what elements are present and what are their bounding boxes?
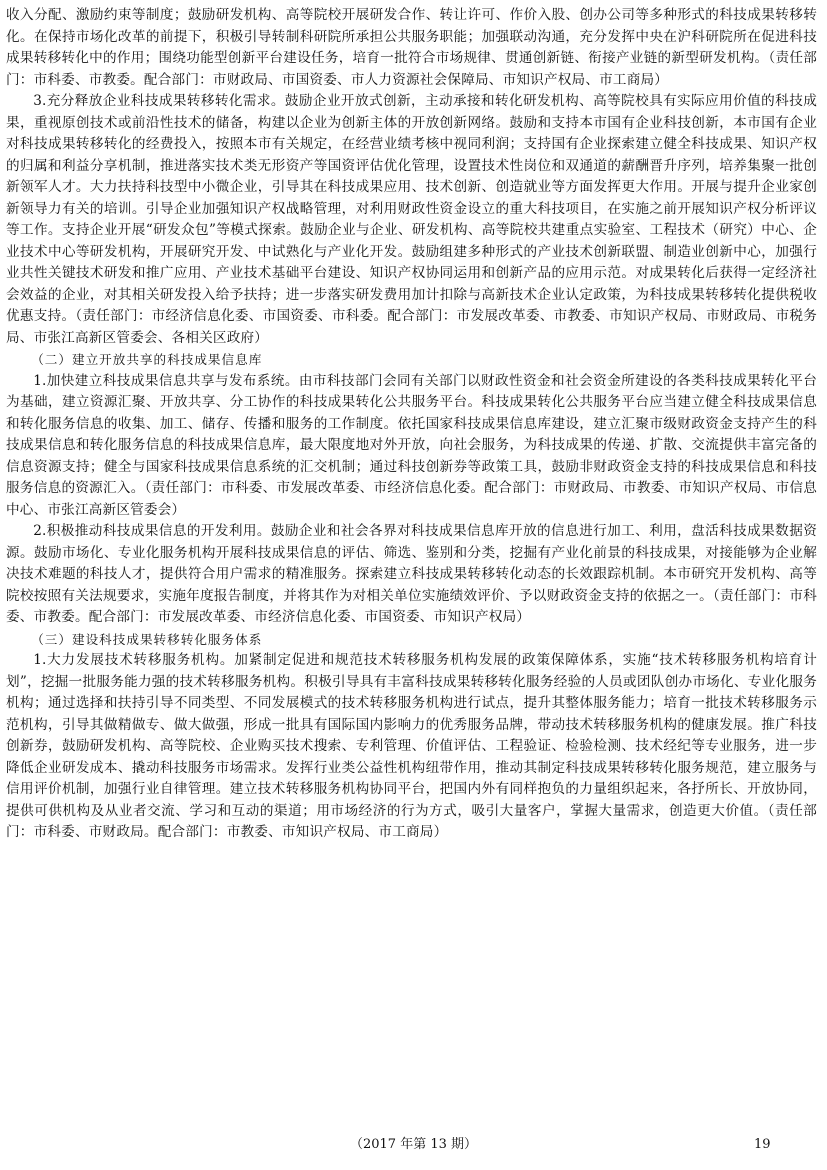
page-number: 19 [754,1137,771,1152]
paragraph-info-utilization: 2.积极推动科技成果信息的开发利用。鼓励企业和社会各界对科技成果信息库开放的信息进行加工、利用，盘活科技成果数据资源。鼓励市场化、专业化服务机构开展科技成果信息的评估、筛选、鉴别和分类，挖掘有产业化前景的科技成果，对接能够为企业解决技术难题的科技人才，提供符合用户需求的精准服务。探索建立科技成果转移转化动态的长效跟踪机制。本市研究开发机构、高等院校按照有关法规要求，实施年度报告制度，并将其作为对相关单位实施绩效评价、予以财政资金支持的依据之一。（责任部门：市科委、市教委。配合部门：市发展改革委、市经济信息化委、市国资委、市知识产权局） [6,523,817,625]
paragraph-continuation: 收入分配、激励约束等制度；鼓励研发机构、高等院校开展研发合作、转让许可、作价入股、创办公司等多种形式的科技成果转移转化。在保持市场化改革的前提下，积极引导转制科研院所承担公共服务职能；加强联动沟通，充分发挥中央在沪科研院所在促进科技成果转移转化中的作用；围绕功能型创新平台建设任务，培育一批符合市场规律、贯通创新链、衔接产业链的新型研发机构。（责任部门：市科委、市教委。配合部门：市财政局、市国资委、市人力资源社会保障局、市知识产权局、市工商局） [6,7,817,88]
paragraph-info-sharing-system: 1.加快建立科技成果信息共享与发布系统。由市科技部门会同有关部门以财政性资金和社会资金所建设的各类科技成果转化平台为基础，建立资源汇聚、开放共享、分工协作的科技成果转化公共服务平台。科技成果转化公共服务平台应当建立健全科技成果信息和转化服务信息的收集、加工、储存、传播和服务的工作制度。依托国家科技成果信息库建设，建立汇聚市级财政资金支持产生的科技成果信息和转化服务信息的科技成果信息库，最大限度地对外开放，向社会服务，为科技成果的传递、扩散、交流提供丰富完备的信息资源支持；健全与国家科技成果信息系统的汇交机制；通过科技创新券等政策工具，鼓励非财政资金支持的科技成果信息和科技服务信息的资源汇入。（责任部门：市科委、市发展改革委、市经济信息化委。配合部门：市财政局、市教委、市知识产权局、市信息中心、市张江高新区管委会） [6,372,817,518]
page-footer [0,1134,827,1156]
paragraph-transfer-service-agencies: 1.大力发展技术转移服务机构。加紧制定促进和规范技术转移服务机构发展的政策保障体系，实施“技术转移服务机构培育计划”，挖掘一批服务能力强的技术转移服务机构。积极引导具有丰富科技成果转移转化服务经验的人员或团队创办市场化、专业化服务机构；通过选择和扶持引导不同类型、不同发展模式的技术转移服务机构进行试点，提升其整体服务能力；培育一批技术转移服务示范机构，引导其做精做专、做大做强，形成一批具有国际国内影响力的优秀服务品牌，带动技术转移服务机构的健康发展。推广科技创新券，鼓励研发机构、高等院校、企业购买技术搜索、专利管理、价值评估、工程验证、检验检测、技术经纪等专业服务，进一步降低企业研发成本、撬动科技服务市场需求。发挥行业类公益性机构纽带作用，推动其制定科技成果转移转化服务规范，建立服务与信用评价机制，加强行业自律管理。建立技术转移服务机构协同平台，把国内外有同样抱负的力量组织起来，各抒所长、开放协同，提供可供机构及从业者交流、学习和互动的渠道；用市场经济的行为方式，吸引大量客户，掌握大量需求，创造更大价值。（责任部门：市科委、市财政局。配合部门：市教委、市知识产权局、市工商局） [6,652,817,840]
paragraph-enterprise-demand: 3.充分释放企业科技成果转移转化需求。鼓励企业开放式创新，主动承接和转化研发机构、高等院校具有实际应用价值的科技成果，重视原创技术或前沿性技术的储备，构建以企业为创新主体的开放创新网络。鼓励和支持本市国有企业科技创新，本市国有企业对科技成果转移转化的经费投入，按照本市有关规定，在经营业绩考核中视同利润；支持国有企业探索建立健全科技成果、知识产权的归属和利益分享机制，推进落实技术类无形资产等国资评估优化管理，设置技术性岗位和双通道的薪酬晋升序列，培养集聚一批创新领军人才。大力扶持科技型中小微企业，引导其在科技成果应用、技术创新、创造就业等方面发挥更大作用。开展与提升企业家创新领导力有关的培训。引导企业加强知识产权战略管理，对利用财政性资金设立的重大科技项目，在实施之前开展知识产权分析评议等工作。支持企业开展“研发众包”等模式探索。鼓励企业与企业、研发机构、高等院校共建重点实验室、工程技术（研究）中心、企业技术中心等研发机构，开展研究开发、中试熟化与产业化开发。鼓励组建多种形式的产业技术创新联盟、制造业创新中心，加强行业共性关键技术研发和推广应用、产业技术基础平台建设、知识产权协同运用和创新产品的应用示范。对成果转化后获得一定经济社会效益的企业，对其相关研发投入给予扶持；进一步落实研发费用加计扣除与高新技术企业认定政策，为科技成果转移转化提供税收优惠支持。（责任部门：市经济信息化委、市国资委、市科委。配合部门：市发展改革委、市教委、市知识产权局、市财政局、市税务局、市张江高新区管委会、各相关区政府） [6,93,817,346]
document-body [6,5,817,844]
section-heading-info-database: （二）建立开放共享的科技成果信息库 [31,352,263,367]
section-heading-service-system: （三）建设科技成果转移转化服务体系 [31,631,263,647]
issue-label: （2017 年第 13 期） [349,1137,478,1152]
